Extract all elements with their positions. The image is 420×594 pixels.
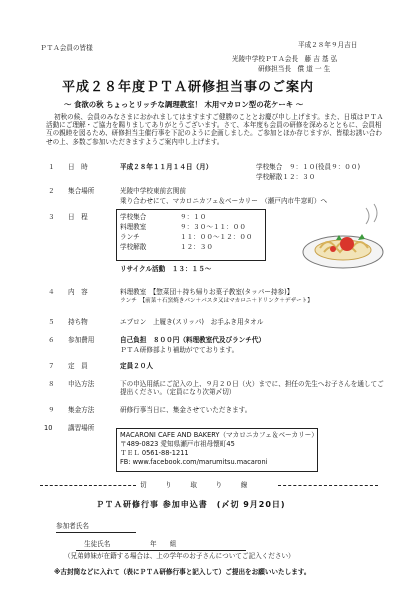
recycle-activity: リサイクル活動 １３：１５～ [120, 265, 212, 273]
intro-paragraph: 初秋の候、会員のみなさまにおかれましてはますますご健勝のこととお慶び申し上げます。また、日頃はＰＴＡ活動にご理解・ご協力を賜りましてありがとうございます。さて、本年度も会員の研修を深めるとともに、会員相互の親睦を図るため、研修担当主催行事を下記のように企画しました。ご参加とほか存じますが、皆様お誘い合わせの上、多数ご参加いただきますようご案内申し上げます。 [46, 113, 384, 146]
item-6-label: 参加費用 [68, 336, 95, 344]
item-1-assembly: 学校集合 ９：１０(役員９：００) [256, 163, 361, 171]
item-2-value: 光陵中学校東前玄関前 [120, 187, 186, 195]
student-name-underline [76, 550, 246, 551]
item-4-lunch: ランチ 【前菜＋石窯焼きパン＋パスタ又はマカロニ＋ドリンク＋デザート】 [120, 298, 313, 304]
item-9-number: ９ [48, 406, 55, 414]
sender-line-1: 光陵中学校ＰＴＡ会長 藤 吉 基 弘 [232, 55, 338, 63]
schedule-3-time: １１：００～１２：００ [180, 233, 253, 241]
sibling-note: （兄弟姉妹が在籍する場合は、上の学年のお子さんについてご記入ください） [64, 552, 295, 560]
item-4-label: 内 容 [68, 288, 88, 296]
item-8-value: 下の申込用紙にご記入の上、９月２０日（火）までに、担任の先生へお子さんを通してご提出ください。（定員になり次第〆切） [120, 380, 384, 397]
item-2-label: 集合場所 [68, 187, 95, 195]
parent-name-label: 参加者氏名 [56, 522, 89, 530]
item-2-number: ２ [48, 187, 55, 195]
venue-facebook: FB: www.facebook.com/marumitsu.macaroni [120, 458, 268, 466]
item-10-number: 10 [44, 424, 53, 432]
page-subtitle: ～ 食欲の秋 ちょっとリッチな調理教室！ 木用マカロン型の花ケーキ ～ [64, 100, 304, 109]
venue-name: MACARONI CAFE AND BAKERY（マカロニカフェ＆ベーカリー） [120, 431, 318, 439]
form-heading: ＰＴＡ研修行事 参加申込書 (〆切 9月20日) [96, 500, 286, 509]
item-5-number: ５ [48, 318, 55, 326]
venue-tel: ＴＥＬ 0561-88-1211 [120, 449, 189, 457]
schedule-4-time: １２：３０ [180, 243, 213, 251]
schedule-3-name: ランチ [120, 233, 140, 241]
schedule-1-time: ９：１０ [180, 213, 207, 221]
item-7-value: 定員２０人 [120, 362, 153, 370]
item-4-value: 料理教室 【惣菜団＋持ち帰りお菓子教室(タッパー持参)】 [120, 288, 294, 296]
submission-note: ※古封筒などに入れて（表にＰＴＡ研修行事と記入して）ご提出をお願いいたします。 [54, 568, 311, 576]
item-8-label: 申込方法 [68, 380, 95, 388]
schedule-2-time: ９：３０～１１：００ [180, 223, 246, 231]
parent-name-underline [56, 532, 136, 533]
item-8-number: ８ [48, 380, 55, 388]
item-1-value: 平成２８年１１月１４日（月） [120, 163, 213, 171]
year-class-label: 年 組 [150, 540, 177, 548]
item-7-number: ７ [48, 362, 55, 370]
item-9-label: 集金方法 [68, 406, 95, 414]
item-5-value: エプロン 上履き(スリッパ) お手ふき用タオル [120, 318, 264, 326]
item-2-note: 乗り合わせにて、マカロニカフェ＆ベーカリー （瀬戸内市牛窓町）へ [120, 197, 328, 205]
sender-line-2: 研修担当長 償 道 一 生 [258, 65, 331, 73]
page-title: 平成２８年度ＰＴＡ研修担当事のご案内 [62, 80, 315, 95]
item-1-number: １ [48, 163, 55, 171]
student-name-label: 生徒氏名 [84, 540, 111, 548]
pasta-plate-icon [300, 200, 386, 274]
item-9-value: 研修行事当日に、集金させていただきます。 [120, 406, 252, 414]
item-3-number: ３ [48, 213, 55, 221]
item-1-label: 日 時 [68, 163, 88, 171]
item-6-value: 自己負担 ８００円（料理教室代及びランチ代） [120, 336, 266, 344]
cut-line-label: 切 り 取 り 線 [140, 481, 254, 489]
venue-address: 〒489-0823 愛知県瀬戸市祖母懐町45 [120, 440, 235, 448]
item-5-label: 持ち物 [68, 318, 88, 326]
schedule-1-name: 学校集合 [120, 213, 147, 221]
item-4-number: ４ [48, 288, 55, 296]
cut-line-left [40, 485, 136, 486]
schedule-2-name: 料理教室 [120, 223, 147, 231]
schedule-4-name: 学校解散 [120, 243, 147, 251]
addressee: ＰＴＡ会員の皆様 [40, 44, 93, 52]
issue-date: 平成２８年９月吉日 [298, 41, 358, 49]
cut-line-right [278, 485, 378, 486]
pasta-illustration [300, 200, 386, 274]
item-6-note: ＰＴＡ研修部より補助がでております。 [120, 346, 239, 354]
item-7-label: 定 員 [68, 362, 88, 370]
item-1-dismiss: 学校解散１２：３０ [256, 173, 316, 181]
item-10-label: 講習場所 [68, 424, 95, 432]
item-3-label: 日 程 [68, 213, 88, 221]
item-6-number: ６ [48, 336, 55, 344]
